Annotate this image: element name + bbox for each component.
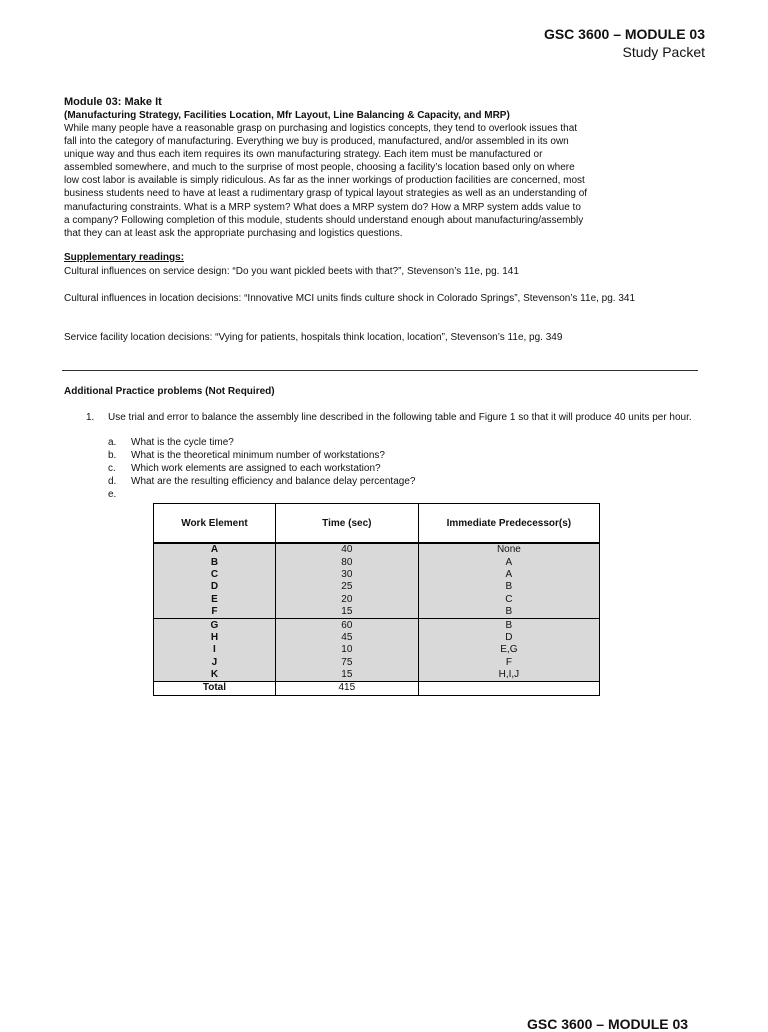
subquestion-letter: d. bbox=[108, 476, 117, 487]
intro-line: low cost labor is available is simply ridiculous. As far as the inner workings of production facilities are concerned, most bbox=[64, 175, 585, 187]
subquestion bbox=[108, 436, 415, 449]
table-row bbox=[154, 581, 600, 593]
intro-line: that they can at least ask the appropriate purchasing and logistics questions. bbox=[64, 227, 403, 239]
cell-predecessor: F bbox=[418, 657, 599, 669]
intro-line: business students need to have at least a rudimentary grasp of typical layout strategies as well as an understanding of bbox=[64, 188, 588, 200]
cell-predecessor: B bbox=[418, 581, 599, 593]
subquestion bbox=[108, 449, 415, 462]
cell-total-label: Total bbox=[154, 682, 276, 695]
cell-element: G bbox=[154, 619, 276, 632]
cell-element: B bbox=[154, 556, 276, 568]
subquestion-letter: e. bbox=[108, 489, 117, 500]
intro-line: a company? Following completion of this module, students should understand enough about manufacturing/assembly bbox=[64, 214, 584, 226]
cell-time: 15 bbox=[275, 606, 418, 619]
cell-element: A bbox=[154, 543, 276, 556]
table-row bbox=[154, 594, 600, 606]
cell-predecessor: B bbox=[418, 619, 599, 632]
subquestion-text: What are the resulting efficiency and balance delay percentage? bbox=[131, 476, 416, 487]
packet-subtitle: Study Packet bbox=[622, 44, 705, 60]
table-row bbox=[154, 632, 600, 644]
cell-time: 75 bbox=[275, 657, 418, 669]
subquestion-letter: c. bbox=[108, 463, 116, 474]
subquestion-text: What is the cycle time? bbox=[131, 437, 234, 448]
intro-line: fall into the category of manufacturing. Everything we buy is produced, manufactured, and/or assembled in its own bbox=[64, 136, 569, 148]
cell-time: 45 bbox=[275, 632, 418, 644]
work-element-table bbox=[153, 503, 600, 696]
module-subtitle: (Manufacturing Strategy, Facilities Location, Mfr Layout, Line Balancing & Capacity, and MRP) bbox=[64, 110, 510, 121]
problem-text: Use trial and error to balance the assembly line described in the following table and Figure 1 so that it will produce 40 units per hour. bbox=[108, 412, 692, 423]
intro-paragraph bbox=[64, 122, 704, 240]
module-title: Module 03: Make It bbox=[64, 96, 162, 108]
cell-predecessor: None bbox=[418, 543, 599, 556]
cell-element: E bbox=[154, 594, 276, 606]
cell-total-time: 415 bbox=[275, 682, 418, 695]
cell-element: D bbox=[154, 581, 276, 593]
course-title: GSC 3600 – MODULE 03 bbox=[543, 26, 705, 42]
cell-time: 40 bbox=[275, 543, 418, 556]
header-time: Time (sec) bbox=[275, 504, 418, 544]
table-row bbox=[154, 543, 600, 556]
cell-time: 10 bbox=[275, 644, 418, 656]
intro-line: assembled somewhere, and much to the surprise of most people, choosing a facility’s location based only on where bbox=[64, 162, 575, 174]
cell-time: 60 bbox=[275, 619, 418, 632]
cell-element: C bbox=[154, 569, 276, 581]
supplementary-item: Service facility location decisions: “Vying for patients, hospitals think location, location”, Stevenson’s 11e, pg. 349 bbox=[64, 332, 563, 343]
subquestion bbox=[108, 488, 415, 501]
cell-predecessor: E,G bbox=[418, 644, 599, 656]
cell-time: 30 bbox=[275, 569, 418, 581]
cell-predecessor: H,I,J bbox=[418, 669, 599, 682]
subquestion-text: Which work elements are assigned to each workstation? bbox=[131, 463, 381, 474]
table-header-row bbox=[154, 504, 600, 544]
cell-element: I bbox=[154, 644, 276, 656]
cell-time: 80 bbox=[275, 556, 418, 568]
table-row bbox=[154, 556, 600, 568]
cell-element: J bbox=[154, 657, 276, 669]
cell-total-predecessor bbox=[418, 682, 599, 695]
practice-heading: Additional Practice problems (Not Required) bbox=[64, 386, 275, 397]
table-row bbox=[154, 606, 600, 619]
section-divider bbox=[62, 370, 698, 371]
cell-time: 15 bbox=[275, 669, 418, 682]
cell-predecessor: C bbox=[418, 594, 599, 606]
table-total-row bbox=[154, 682, 600, 695]
cell-predecessor: A bbox=[418, 556, 599, 568]
header-work-element: Work Element bbox=[154, 504, 276, 544]
cell-predecessor: A bbox=[418, 569, 599, 581]
cell-element: F bbox=[154, 606, 276, 619]
cell-element: H bbox=[154, 632, 276, 644]
subquestion-text: What is the theoretical minimum number of workstations? bbox=[131, 450, 385, 461]
cell-predecessor: B bbox=[418, 606, 599, 619]
subquestion-letter: a. bbox=[108, 437, 117, 448]
table-row bbox=[154, 644, 600, 656]
cell-time: 25 bbox=[275, 581, 418, 593]
table-row bbox=[154, 569, 600, 581]
supplementary-item: Cultural influences in location decisions: “Innovative MCI units finds culture shock in Colorado Springs”, Stevenson’s 11e, pg. 341 bbox=[64, 293, 636, 304]
supplementary-item: Cultural influences on service design: “Do you want pickled beets with that?”, Stevenson’s 11e, pg. 141 bbox=[64, 266, 519, 277]
intro-line: manufacturing constraints. What is a MRP system? What does a MRP system do? How a MRP system adds value to bbox=[64, 201, 581, 213]
problem-number: 1. bbox=[86, 412, 95, 423]
table-row bbox=[154, 669, 600, 682]
subquestion-list bbox=[108, 436, 415, 501]
next-page-header: GSC 3600 – MODULE 03 bbox=[527, 1016, 689, 1032]
table-row bbox=[154, 657, 600, 669]
subquestion bbox=[108, 475, 415, 488]
cell-time: 20 bbox=[275, 594, 418, 606]
intro-line: unique way and thus each item requires its own manufacturing strategy. Each item must be manufactured or bbox=[64, 149, 543, 161]
table-row bbox=[154, 619, 600, 632]
subquestion bbox=[108, 462, 415, 475]
cell-predecessor: D bbox=[418, 632, 599, 644]
supplementary-heading: Supplementary readings: bbox=[64, 252, 185, 263]
subquestion-letter: b. bbox=[108, 450, 117, 461]
cell-element: K bbox=[154, 669, 276, 682]
header-predecessor: Immediate Predecessor(s) bbox=[418, 504, 599, 544]
intro-line: While many people have a reasonable grasp on purchasing and logistics concepts, they tend to overlook issues that bbox=[64, 123, 578, 134]
